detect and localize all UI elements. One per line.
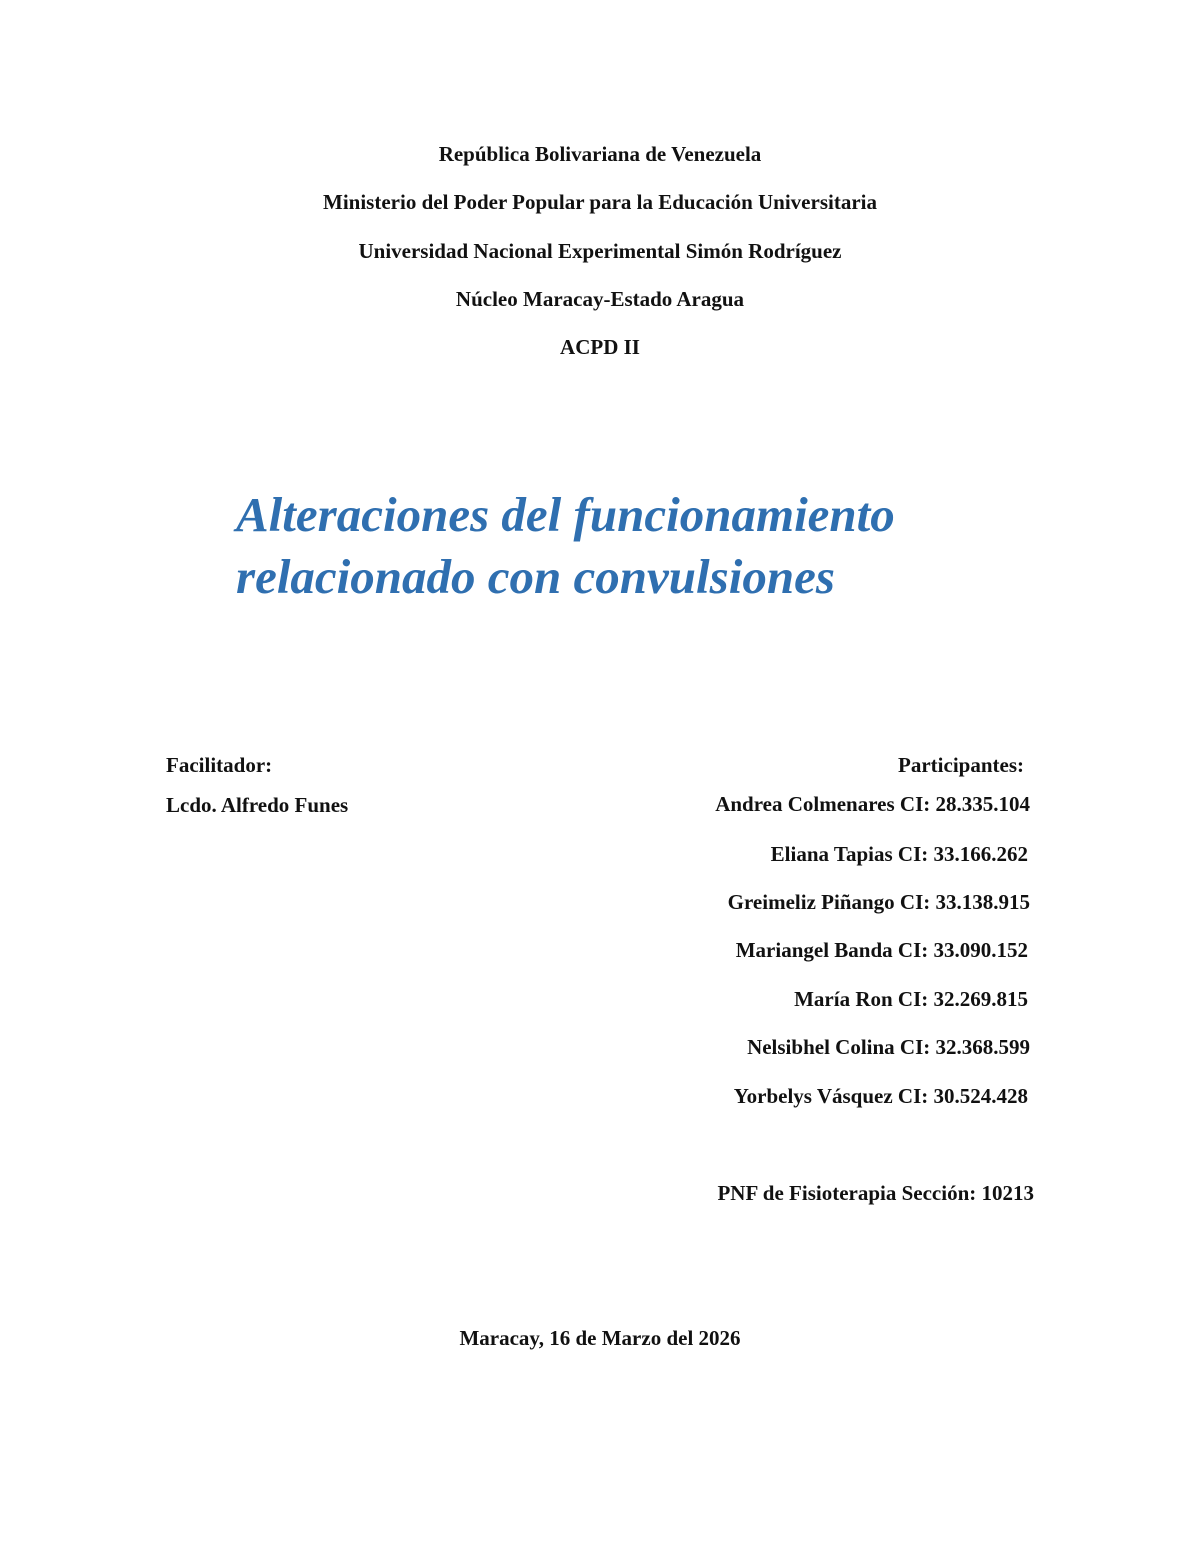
header-campus: Núcleo Maracay-Estado Aragua <box>455 287 745 311</box>
header-republic: República Bolivariana de Venezuela <box>438 142 762 166</box>
header-ministry: Ministerio del Poder Popular para la Educación Universitaria <box>323 190 877 214</box>
participant-item: Eliana Tapias CI: 33.166.262 <box>770 842 1028 866</box>
header-course: ACPD II <box>560 335 640 359</box>
participant-item: María Ron CI: 32.269.815 <box>794 987 1028 1011</box>
facilitator-name: Lcdo. Alfredo Funes <box>166 793 349 817</box>
facilitator-label: Facilitador: <box>166 753 273 777</box>
participant-item: Greimeliz Piñango CI: 33.138.915 <box>727 890 1030 914</box>
participant-item: Andrea Colmenares CI: 28.335.104 <box>715 792 1030 816</box>
program-section: PNF de Fisioterapia Sección: 10213 <box>717 1181 1034 1205</box>
participant-item: Mariangel Banda CI: 33.090.152 <box>735 938 1028 962</box>
title-line-2: relacionado con convulsiones <box>236 549 835 604</box>
document-date: Maracay, 16 de Marzo del 2026 <box>459 1326 741 1350</box>
title-line-1: Alteraciones del funcionamiento <box>236 487 895 542</box>
participant-item: Yorbelys Vásquez CI: 30.524.428 <box>733 1084 1028 1108</box>
facilitator-block <box>166 751 348 819</box>
participants-label: Participantes: <box>898 753 1024 777</box>
document-title <box>236 484 1136 608</box>
participant-item: Nelsibhel Colina CI: 32.368.599 <box>747 1035 1030 1059</box>
header-university: Universidad Nacional Experimental Simón Rodríguez <box>358 239 842 263</box>
